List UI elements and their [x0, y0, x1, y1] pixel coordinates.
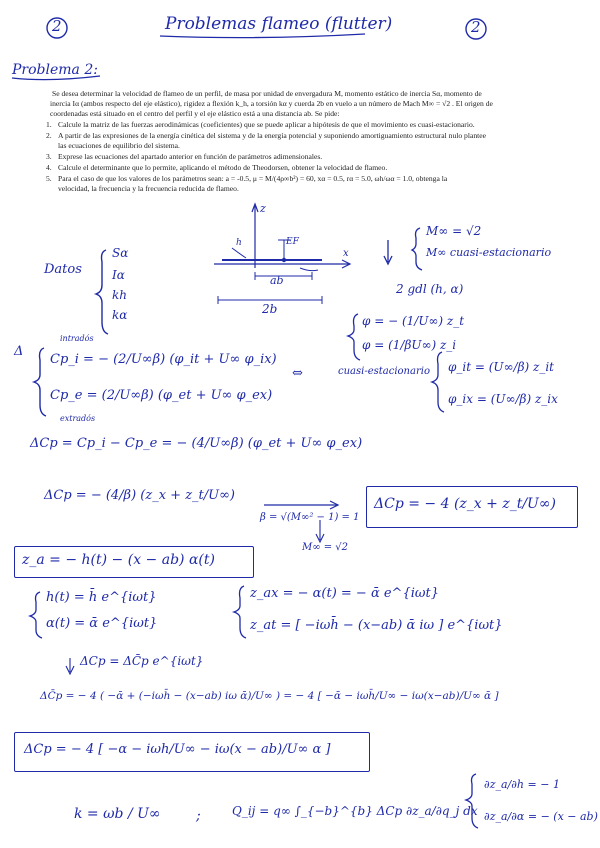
diagram-z-label: z	[260, 202, 266, 215]
separator: ;	[196, 808, 201, 824]
dz-brace	[466, 774, 478, 828]
harmonic-arrow	[66, 658, 74, 674]
item-text: las ecuaciones de equilibrio del sistema.	[58, 141, 180, 150]
alpha-harmonic: α(t) = ᾱ e^{iωt}	[46, 616, 158, 631]
beta-def: β = √(M∞² − 1) = 1	[260, 512, 360, 523]
phi-t-eq: φ_it = (U∞/β) z_it	[448, 360, 554, 374]
zx-eq: z_ax = − α(t) = − ᾱ e^{iωt}	[250, 586, 439, 601]
z-boxed: z_a = − h(t) − (x − ab) α(t)	[22, 552, 215, 568]
item-number: 1.	[46, 120, 52, 129]
intro-line-1: Se desea determinar la velocidad de flameo de un perfil, de masa por unidad de envergadura M, momento estático de inercia Sα, momento de	[52, 89, 482, 98]
equivalence-arrow: ⇔	[292, 366, 303, 381]
cuasi-brace	[432, 352, 444, 412]
item-text: velocidad, la frecuencia y la frecuencia reducida de flameo.	[58, 184, 239, 193]
cp-left-mark: Δ	[14, 344, 24, 359]
diagram-h-label: h	[236, 238, 242, 248]
item-text: Calcule el determinante que lo permite, aplicando el método de Theodorsen, obtener la velocidad de flameo.	[58, 163, 388, 172]
statement-item-5-cont	[46, 184, 239, 194]
cp-intrados-note: intradós	[60, 334, 94, 343]
diagram-chord-label: 2b	[262, 302, 278, 316]
datos-label: Datos	[44, 262, 82, 277]
k-def: k = ωb / U∞	[74, 806, 161, 822]
phi-bottom: φ = (1/βU∞) z_i	[362, 338, 457, 352]
problem-label: Problema 2:	[12, 62, 98, 78]
item-number: 2.	[46, 131, 52, 140]
page-title: Problemas flameo (flutter)	[165, 14, 393, 34]
cp-intrados-eq: Cp_i = − (2/U∞β) (φ_it + U∞ φ_ix)	[50, 352, 277, 367]
datos-item-1: Sα	[112, 246, 129, 260]
statement-item-4	[46, 163, 387, 173]
datos-item-2: Iα	[112, 268, 125, 282]
mach-arrow	[384, 240, 392, 264]
statement-item-1	[46, 120, 475, 130]
mach-below-arrow: M∞ = √2	[302, 542, 349, 553]
mach-note: M∞ cuasi-estacionario	[426, 246, 552, 259]
delta-cp-eq-1: ΔCp = Cp_i − Cp_e = − (4/U∞β) (φ_et + U∞ φ_ex)	[30, 436, 363, 451]
generalized-force: Q_ij = q∞ ∫_{−b}^{b} ΔCp ∂z_a/∂q_j dx	[232, 804, 478, 818]
statement-item-3	[46, 152, 322, 162]
dof: 2 gdl (h, α)	[396, 282, 464, 296]
intro-line-2: inercia Iα (ambos respecto del eje elástico), rigidez a flexión k_h, a torsión kα y cuerda 2b en vuelo a un número de Mach M∞ = √2 . El origen de	[50, 99, 493, 108]
item-text: Calcule la matriz de las fuerzas aerodinámicas (coeficientes) que se puede aplicar a hipótesis de que el movimiento es cuasi-estacionario.	[58, 120, 475, 129]
right-circle-number: 2	[471, 18, 481, 36]
dcp-boxed: ΔCp = − 4 [ −α − iωh/U∞ − iω(x − ab)/U∞ α ]	[24, 742, 331, 757]
statement-item-2	[46, 131, 486, 141]
diagram-ab-label: ab	[270, 274, 284, 287]
phi-x-eq: φ_ix = (U∞/β) z_ix	[448, 392, 558, 406]
left-circle-number: 2	[52, 17, 62, 35]
item-number: 3.	[46, 152, 52, 161]
zt-eq: z_at = [ −iωh̄ − (x−ab) ᾱ iω ] e^{iωt}	[250, 618, 503, 633]
item-number: 5.	[46, 174, 52, 183]
title-underline	[160, 34, 365, 38]
cp-brace	[34, 348, 46, 416]
harmonic-brace	[30, 592, 42, 638]
item-number: 4.	[46, 163, 52, 172]
dz-dalpha: ∂z_a/∂α = − (x − ab)	[484, 810, 598, 823]
dcp-bar-eq: ΔC̄p = − 4 ( −ᾱ + (−iωh̄ − (x−ab) iω ᾱ)/U∞ ) = − 4 [ −ᾱ − iωh̄/U∞ − iω(x−ab)/U∞ ᾱ ]	[40, 690, 499, 702]
z-deriv-brace	[234, 586, 246, 638]
phi-top: φ = − (1/U∞) z_t	[362, 314, 465, 328]
cuasi-label: cuasi-estacionario	[338, 366, 430, 377]
delta-cp-boxed: ΔCp = − 4 (z_x + z_t/U∞)	[374, 496, 556, 512]
dcp-harmonic: ΔCp = ΔC̄p e^{iωt}	[80, 654, 204, 668]
item-text: A partir de las expresiones de la energía cinética del sistema y de la energía potencial y suponiendo amortiguamiento estructural nulo plantee	[58, 131, 486, 140]
statement-item-2-cont	[46, 141, 180, 151]
problem-statement	[46, 89, 592, 209]
datos-item-4: kα	[112, 308, 128, 322]
item-text: Exprese las ecuaciones del apartado anterior en función de parámetros adimensionales.	[58, 152, 323, 161]
statement-item-5	[46, 174, 447, 184]
delta-cp-eq-2: ΔCp = − (4/β) (z_x + z_t/U∞)	[44, 488, 236, 503]
diagram-x-label: x	[343, 248, 349, 259]
datos-brace	[96, 250, 108, 334]
cp-extrados-eq: Cp_e = (2/U∞β) (φ_et + U∞ φ_ex)	[50, 388, 273, 403]
airfoil-diagram	[214, 204, 350, 304]
dz-dh: ∂z_a/∂h = − 1	[484, 778, 560, 791]
datos-item-3: kh	[112, 288, 127, 302]
cp-extrados-note: extradós	[60, 414, 96, 423]
diagram-ef-label: EF	[286, 237, 299, 247]
intro-line-3: coordenadas está situado en el centro del perfil y el eje elástico está a una distancia ab. Se pide:	[50, 109, 340, 118]
mach-brace	[412, 228, 422, 270]
phi-brace	[348, 314, 360, 360]
mach-given: M∞ = √2	[426, 224, 482, 238]
h-harmonic: h(t) = h̄ e^{iωt}	[46, 590, 157, 605]
item-text: Para el caso de que los valores de los parámetros sean: a = -0.5, μ = M/(4ρ∞b²) = 60, xα = 0.5, rα = 5.0, ωh/ωα = 1.0, obtenga la	[58, 174, 448, 183]
